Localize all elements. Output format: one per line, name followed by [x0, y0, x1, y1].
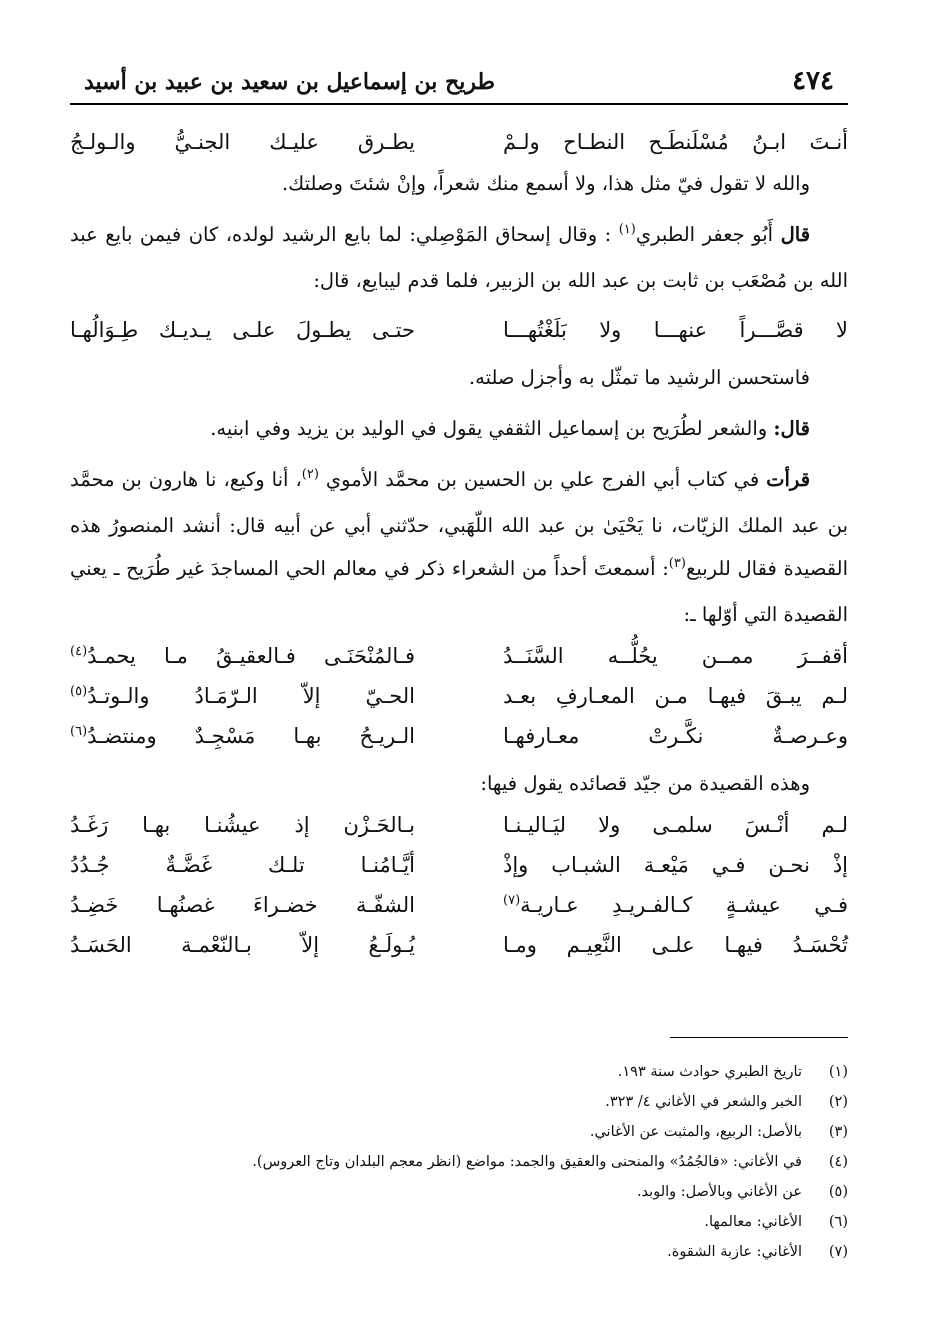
verse-first-hemistich: لـم يبـقَ فيهـا مـن المعـارفِ بعـد — [503, 684, 848, 708]
footnote — [70, 1117, 848, 1147]
footnote-number: (٥) — [828, 1184, 848, 1200]
verse-first-hemistich: أنـتَ ابـنُ مُسْلَنطَـح النطـاح ولـمْ — [503, 130, 848, 154]
paragraph-text: في كتاب أبي الفرج علي بن الحسين بن محمَّد الأموي — [325, 468, 760, 491]
verse-first-hemistich: إذْ نحـن فـي مَيْعـة الشبـاب وإذْ — [503, 853, 848, 877]
footnote-number: (٦) — [828, 1214, 848, 1230]
paragraph-text: أَبُو جعفر الطبري — [635, 223, 774, 246]
paragraph — [70, 458, 848, 636]
footnote — [70, 1147, 848, 1177]
footnote-text: الخبر والشعر في الأغاني ٤/ ٣٢٣. — [605, 1094, 802, 1110]
paragraph-text: : وقال إسحاق المَوْصِلي: لما بايع الرشيد لولده، كان فيمن بايع عبد الله بن مُصْعَب بن ثابت بن عبد الله بن الزبير، فلما قدم ليبايع، قال: — [70, 223, 848, 292]
footnote-rule — [670, 1037, 848, 1038]
paragraph-text: والشعر لطُرَيح بن إسماعيل الثقفي يقول في الوليد بن يزيد وفي ابنيه. — [210, 417, 768, 440]
verse-second-hemistich: حتـى يطـولَ علـى يـديـك طِـوَالُهـا — [70, 318, 415, 342]
page-header — [70, 52, 848, 110]
header-rule — [70, 103, 848, 105]
paragraph-text: : أسمعتَ أحداً من الشعراء ذكر في معالم الحي المساجدَ غير طُرَيح ـ يعني القصيدة التي أوّلها ـ: — [70, 557, 848, 626]
verse-first-hemistich: لا قصَّـــراً عنهـــا ولا بَلَغْتُهـــا — [503, 318, 848, 342]
footnote-text: الأغاني: معالمها. — [704, 1214, 802, 1230]
footnote-number: (١) — [828, 1064, 848, 1080]
verse-line — [70, 310, 848, 350]
paragraph: وهذه القصيدة من جيّد قصائده يقول فيها: — [480, 772, 810, 795]
paragraph-lead: قال — [780, 223, 811, 246]
footnote-ref[interactable]: (٢) — [301, 467, 319, 482]
verse-line — [70, 716, 848, 756]
verse-first-hemistich: وعـرصـةٌ نكَّـرتْ معـارفهـا — [503, 724, 848, 748]
book-page — [70, 52, 848, 1312]
verse-second-hemistich: يطـرق عليـك الجنـيُّ والـولـجُ — [70, 130, 415, 154]
verse-first-hemistich: تُحْسَـدُ فيهـا علـى النَّعِيـم ومـا — [503, 933, 848, 957]
verse-line — [70, 925, 848, 965]
verse-first-hemistich: فـي عيشـةٍ كـالفـريـدِ عـاريـة$^{(٧)}$ — [503, 893, 848, 917]
verse-second-hemistich: أيَّـامُنـا تلـك غَضَّـةٌ جُـدُدُ — [70, 853, 415, 877]
footnote-number: (٣) — [828, 1124, 848, 1140]
poem-block — [70, 805, 848, 965]
footnote-ref[interactable]: (١) — [618, 222, 636, 237]
poem-block — [70, 636, 848, 756]
footnote-text: عن الأغاني وبالأصل: والوبد. — [636, 1184, 802, 1200]
verse-line — [70, 676, 848, 716]
verse-line — [70, 122, 848, 162]
footnotes — [70, 1057, 848, 1267]
footnote-ref[interactable]: (٤) — [70, 644, 88, 659]
footnote-number: (٤) — [828, 1154, 848, 1170]
verse-line — [70, 636, 848, 676]
verse-second-hemistich: الحـيّ إلاّ الـرّمَـادُ والـوتـدُ$^{(٥)}$ — [70, 684, 415, 708]
footnote — [70, 1087, 848, 1117]
paragraph-lead: قرأت — [766, 468, 811, 491]
page-body — [70, 122, 848, 965]
footnote — [70, 1237, 848, 1267]
paragraph: والله لا تقول فيّ مثل هذا، ولا أسمع منك شعراً، وإنْ شئتَ وصلتك. — [281, 172, 810, 195]
verse-second-hemistich: الـريـحُ بهـا مَسْجِـدٌ ومنتضـدُ$^{(٦)}$ — [70, 724, 415, 748]
footnote-ref[interactable]: (٣) — [668, 556, 686, 571]
verse-first-hemistich: أقفــرَ ممــن يحُلُّــه السَّنَــدُ — [503, 644, 848, 668]
verse-line — [70, 805, 848, 845]
footnote-ref[interactable]: (٧) — [503, 893, 521, 908]
footnote-text: تاريخ الطبري حوادث سنة ١٩٣. — [617, 1064, 802, 1080]
footnote-ref[interactable]: (٦) — [70, 724, 88, 739]
paragraph: فاستحسن الرشيد ما تمثّل به وأجزل صلته. — [468, 366, 810, 389]
footnote-number: (٧) — [828, 1244, 848, 1260]
footnote-text: في الأغاني: «فالجُمُدُ» والمنحنى والعقيق والجمد: مواضع (انظر معجم البلدان وتاج العروس). — [252, 1154, 802, 1170]
footnote — [70, 1057, 848, 1087]
page-number: ٤٧٤ — [792, 66, 834, 96]
footnote-number: (٢) — [828, 1094, 848, 1110]
paragraph-text: ، أنا وكيع، نا هارون بن محمَّد بن عبد الملك الزيّات، نا يَحْيَىٰ بن عبد الله اللّهَبي، حدّثني أبي عن أبيه قال: أنشد المنصورُ هذه القصيدة فقال للربيع — [70, 468, 848, 580]
verse-second-hemistich: يُـولَـعُ إلاّ بـالنّعْمـة الحَسَـدُ — [70, 933, 415, 957]
footnote-text: بالأصل: الربيع، والمثبت عن الأغاني. — [589, 1124, 802, 1140]
verse-line — [70, 845, 848, 885]
footnote — [70, 1207, 848, 1237]
footnote — [70, 1177, 848, 1207]
paragraph-lead: قال: — [773, 417, 810, 440]
verse-second-hemistich: الشفّـة خضـراءَ غصنُهـا خَضِـدُ — [70, 893, 415, 917]
footnote-text: الأغاني: عازبة الشقوة. — [667, 1244, 802, 1260]
verse-second-hemistich: فـالمُنْحَنَـى فـالعقيـقُ مـا يحمـدُ$^{(٤)}$ — [70, 644, 415, 668]
paragraph — [70, 213, 848, 302]
verse-first-hemistich: لـم أنْـسَ سلمـى ولا ليَـاليـنـا — [503, 813, 848, 837]
running-title: طريح بن إسماعيل بن سعيد بن عبيد بن أسيد — [84, 69, 496, 95]
verse-second-hemistich: بـالحَـزْن إذ عيشُنـا بهـا رَغَـدُ — [70, 813, 415, 837]
paragraph — [70, 407, 848, 450]
footnote-ref[interactable]: (٥) — [70, 684, 88, 699]
verse-line — [70, 885, 848, 925]
